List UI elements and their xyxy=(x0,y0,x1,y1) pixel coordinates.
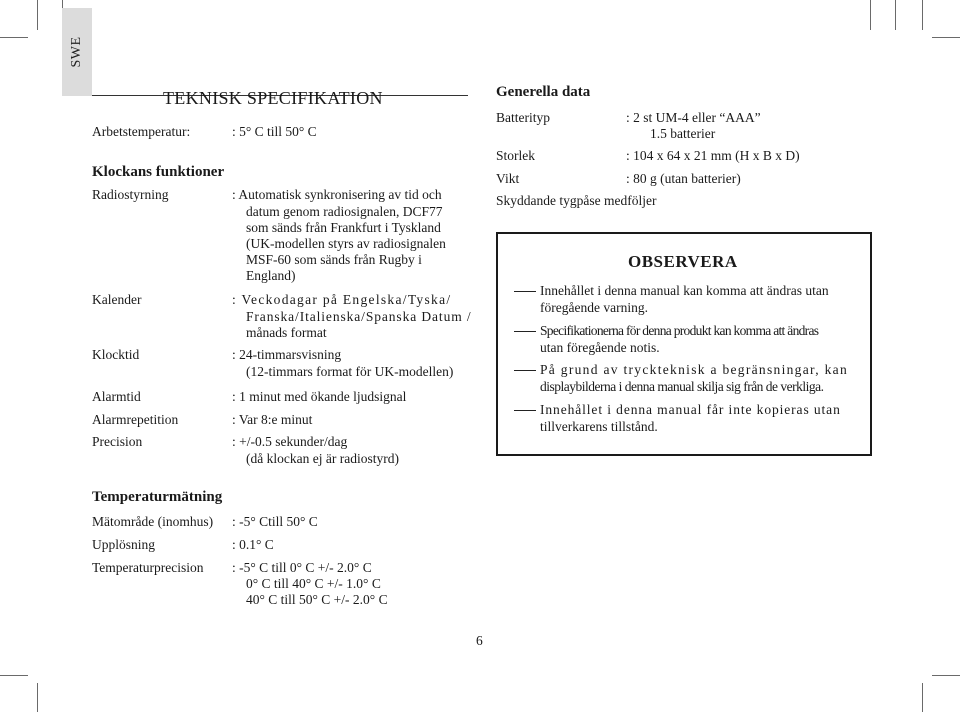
crop-mark xyxy=(37,0,38,30)
general-heading: Generella data xyxy=(496,84,591,100)
notice-line: Specifikationerna för denna produkt kan komma att ändras xyxy=(540,323,819,338)
crop-mark xyxy=(62,0,63,8)
weight-line: : 80 g (utan batterier) xyxy=(626,171,741,186)
crop-mark xyxy=(932,37,960,38)
snooze-label: Alarmrepetition xyxy=(92,412,179,427)
calendar-line: Franska/Italienska/Spanska Datum / xyxy=(246,309,472,324)
clocktime-line: : 24-timmarsvisning xyxy=(232,347,342,362)
notice-line: Innehållet i denna manual får inte kopieras utan xyxy=(540,402,841,417)
radio-line: (UK-modellen styrs av radiosignalen xyxy=(246,236,446,251)
crop-mark xyxy=(37,683,38,712)
battery-line: : 2 st UM-4 eller “AAA” xyxy=(626,110,761,125)
clocktime-line: (12-timmars format för UK-modellen) xyxy=(246,364,454,379)
dash-bullet xyxy=(514,291,536,292)
size-label: Storlek xyxy=(496,148,535,163)
notice-line: tillverkarens tillstånd. xyxy=(540,419,658,434)
dash-bullet xyxy=(514,410,536,411)
weight-label: Vikt xyxy=(496,171,520,186)
radio-line: datum genom radiosignalen, DCF77 xyxy=(246,204,443,219)
range-label: Mätområde (inomhus) xyxy=(92,514,214,529)
general-footer: Skyddande tygpåse medföljer xyxy=(496,193,657,208)
notice-line: utan föregående notis. xyxy=(540,340,660,355)
temp-precision-line: : -5° C till 0° C +/- 2.0° C xyxy=(232,560,372,575)
alarm-label: Alarmtid xyxy=(92,389,141,404)
alarm-line: : 1 minut med ökande ljudsignal xyxy=(232,389,407,404)
range-line: : -5° Ctill 50° C xyxy=(232,514,318,529)
page-title: TEKNISK SPECIFIKATION xyxy=(163,88,383,108)
notice-line: På grund av tryckteknisk a begränsningar, kan xyxy=(540,362,849,377)
radio-label: Radiostyrning xyxy=(92,187,169,202)
crop-mark xyxy=(0,675,28,676)
clocktime-label: Klocktid xyxy=(92,347,140,362)
crop-mark xyxy=(932,675,960,676)
radio-line: : Automatisk synkronisering av tid och xyxy=(232,187,442,202)
notice-line: Innehållet i denna manual kan komma att ändras utan xyxy=(540,283,829,298)
work-temp-label: Arbetstemperatur: xyxy=(92,124,191,139)
radio-line: MSF-60 som sänds från Rugby i xyxy=(246,252,422,267)
notice-line: föregående varning. xyxy=(540,300,648,315)
crop-mark xyxy=(0,37,28,38)
language-tab-label: SWE xyxy=(69,36,84,68)
resolution-line: : 0.1° C xyxy=(232,537,274,552)
work-temp-value: : 5° C till 50° C xyxy=(232,124,317,139)
battery-line: 1.5 batterier xyxy=(650,126,716,141)
temp-precision-line: 40° C till 50° C +/- 2.0° C xyxy=(246,592,388,607)
dash-bullet xyxy=(514,331,536,332)
precision-line: : +/-0.5 sekunder/dag xyxy=(232,434,348,449)
calendar-line: : Veckodagar på Engelska/Tyska/ xyxy=(232,292,452,307)
temperature-heading: Temperaturmätning xyxy=(92,489,223,505)
battery-label: Batterityp xyxy=(496,110,550,125)
notice-title: OBSERVERA xyxy=(628,252,738,271)
notice-line: displaybilderna i denna manual skilja sig från de verkliga. xyxy=(540,379,824,394)
radio-line: som sänds från Frankfurt i Tyskland xyxy=(246,220,441,235)
calendar-line: månads format xyxy=(246,325,327,340)
crop-mark xyxy=(870,0,871,30)
snooze-line: : Var 8:e minut xyxy=(232,412,313,427)
crop-mark xyxy=(895,0,896,30)
calendar-label: Kalender xyxy=(92,292,142,307)
size-line: : 104 x 64 x 21 mm (H x B x D) xyxy=(626,148,800,163)
radio-line: England) xyxy=(246,268,296,283)
crop-mark xyxy=(922,0,923,30)
dash-bullet xyxy=(514,370,536,371)
language-tab xyxy=(62,8,92,96)
temp-precision-line: 0° C till 40° C +/- 1.0° C xyxy=(246,576,381,591)
precision-line: (då klockan ej är radiostyrd) xyxy=(246,451,399,466)
precision-label: Precision xyxy=(92,434,143,449)
temp-precision-label: Temperaturprecision xyxy=(92,560,204,575)
crop-mark xyxy=(922,683,923,712)
page-number: 6 xyxy=(476,633,483,648)
clock-functions-heading: Klockans funktioner xyxy=(92,164,225,180)
resolution-label: Upplösning xyxy=(92,537,156,552)
